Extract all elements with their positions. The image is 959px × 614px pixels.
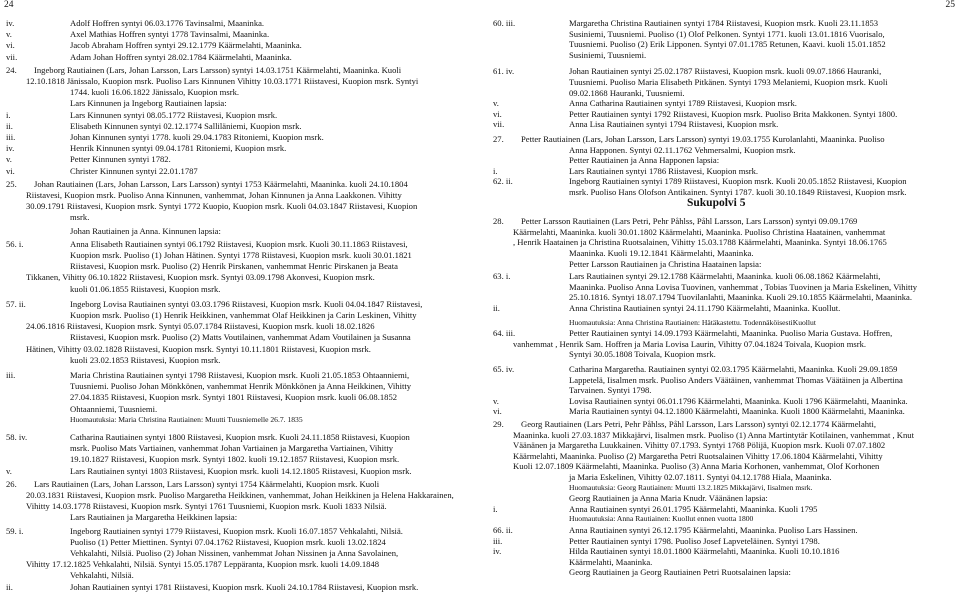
entry-number: vi. [6,165,15,176]
text-line: Puoliso (1) Petter Miettinen. Syntyi 07.04.1762 Riistavesi, Kuopion msrk. kuoli 13.02.1824 [70,536,386,547]
entry-number: ii. [493,303,500,313]
text-line: Lars Rautiainen syntyi 1803 Riistavesi, Kuopion msrk. kuoli 14.12.1805 Riistavesi, Kuopion msrk. [70,465,412,476]
page-number: 25 [945,0,955,10]
text-line: Käärmelahti, Maaninka. [569,556,653,567]
text-line: Margaretha Christina Rautiainen syntyi 1784 Riistavesi, Kuopion msrk. Kuoli 23.11.1853 [569,18,879,28]
text-line: kuoli 01.06.1855 Riistavesi, Kuopion msrk. [70,283,221,294]
text-line: Huomautuksia: Maria Christina Rautiainen: Muutti Tuusniemelle 26.7. 1835 [70,414,303,424]
text-line: Johan Rautiainen syntyi 25.02.1787 Riistavesi, Kuopion msrk. kuoli 09.07.1866 Hauranki, [569,66,882,77]
entry-number: v. [6,154,12,165]
text-line: Johan Rautiainen ja Anna. Kinnunen lapsia: [70,225,221,236]
text-line: Petter Rautiainen (Lars, Johan Larsson, Lars Larsson) syntyi 19.03.1755 Kurolanlahti, Maaninka. Puoliso [521,134,885,144]
text-line: Käärmelahti, Maaninka. Puoliso (2) Margaretha Petri Ruotsalainen Vihitty 17.06.1804 Käärmelahti, Vihitty [513,450,883,461]
text-line: 09.02.1868 Hauranki, Tuusniemi. [569,87,685,98]
entry-number: v. [6,465,12,476]
entry-number: iii. [493,535,503,546]
text-line: Hilda Rautiainen syntyi 18.01.1800 Käärmelahti, Maaninka. Kuoli 10.10.1816 [569,546,840,557]
text-line: Vihitty 17.12.1825 Vehkalahti, Nilsiä. Syntyi 15.05.1787 Leppäranta, Kuopion msrk. kuoli 14.09.1848 [26,559,380,570]
text-line: Vehkalahti, Nilsiä. Puoliso (2) Johan Nissinen, vanhemmat Johan Nissinen ja Anna Savolainen, [70,548,399,558]
text-line: Tarvainen. Syntyi 1798. [569,385,652,396]
text-line: Riistavesi, Kuopion msrk. Puoliso Anna Kinnunen, vanhemmat, Johan Kinnunen ja Anna Laakkonen. Vihitty [26,190,402,200]
entry-number: iv. [493,546,502,557]
text-line: Lars Rautiainen syntyi 29.12.1788 Käärmelahti, Maaninka. kuoli 06.08.1862 Käärmelahti, [569,271,881,282]
entry-number: i. [6,109,11,120]
text-line: Riistavesi, Kuopion msrk. Puoliso (2) Matts Voutilainen, vanhemmat Adam Voutilainen ja Susanna [70,332,411,343]
entry-number: iii. [6,370,16,380]
text-line: Tuusniemi. Puoliso Maria Elisabeth Pitkänen. Syntyi 1793 Melaniemi, Kuopion msrk. Kuoli [569,77,888,87]
entry-number: 63. i. [493,271,511,282]
entry-number: vi. [493,108,502,119]
entry-number: 66. ii. [493,525,513,535]
text-line: Henrik Kinnunen syntyi 09.04.1781 Ritoniemi, Kuopion msrk. [70,143,287,154]
entry-number: v. [493,98,499,109]
text-line: 1744. kuoli 16.06.1822 Jänissalo, Kuopion msrk. [70,87,240,98]
entry-number: 25. [6,178,17,189]
text-line: 25.10.1816. Syntyi 18.07.1794 Tuovilanlahti, Maaninka. Kuoli 29.10.1855 Käärmelahti, Maaninka. [569,292,913,303]
text-line: Anna Rautiainen syntyi 26.01.1795 Käärmelahti, Maaninka. Kuoli 1795 [569,503,818,514]
text-line: Maria Rautiainen syntyi 04.12.1800 Käärmelahti, Maaninka. Kuoli 1800 Käärmelahti, Maaninka. [569,406,905,417]
text-line: Lars Rautiainen (Lars, Johan Larsson, Lars Larsson) syntyi 1754 Käärmelahti, Kuopion msrk. Kuoli [34,478,380,489]
entry-number: 29. [493,419,504,429]
text-line: Petter Larsson Rautiainen (Lars Petri, Pehr Påhlss, Påhl Larsson, Lars Larsson) syntyi 09.09.1769 [521,216,858,227]
right-page [487,0,959,614]
text-line: , Henrik Haatainen ja Christina Ruotsalainen, Vihitty 15.03.1788 Käärmelahti, Maaninka. Syntyi 18.06.1765 [513,237,887,248]
entry-number: v. [493,395,499,406]
text-line: Petter Rautiainen syntyi 1792 Riistavesi, Kuopion msrk. Puoliso Brita Makkonen. Syntyi 1800. [569,108,898,119]
text-line: Huomautuksia: Georg Rautiainen: Muutti 13.2.1825 Mikkajärvi, Iisalmen msrk. [569,482,813,492]
entry-number: 60. iii. [493,18,516,28]
entry-number: 62. ii. [493,176,513,187]
entry-number: 57. ii. [6,298,26,309]
entry-number: i. [493,503,498,514]
text-line: Lovisa Rautiainen syntyi 06.01.1796 Käärmelahti, Maaninka. Kuoli 1796 Käärmelahti, Maaninka. [569,395,908,406]
text-line: Anna Christina Rautiainen syntyi 24.11.1790 Käärmelahti, Maaninka. Kuollut. [569,303,841,313]
text-line: Anna Lisa Rautiainen syntyi 1794 Riistavesi, Kuopion msrk. [569,119,779,130]
text-line: Käärmelahti, Maaninka. kuoli 30.01.1802 Käärmelahti, Maaninka. Puoliso Christina Haatainen, vanhemmat [513,226,886,237]
entry-number: 59. i. [6,525,24,536]
text-line: Georg Rautiainen ja Anna Maria Knudr. Väänänen lapsia: [569,493,768,504]
text-line: Tikkanen, Vihitty 06.10.1822 Riistavesi, Kuopion msrk. Syntyi 03.09.1798 Akonvesi, Kuopion msrk. [26,272,375,283]
text-line: ja Maria Eskelinen, Vihitty 02.07.1811. Syntyi 04.12.1788 Hiala, Maaninka. [569,472,832,482]
text-line: Petter Rautiainen syntyi 14.09.1793 Käärmelahti, Maaninka. Puoliso Maria Gustava. Hoffren, [569,328,893,339]
entry-number: 24. [6,64,17,75]
text-line: 12.10.1818 Jänissalo, Kuopion msrk. Puoliso Lars Kinnunen Vihitty 10.03.1771 Riistavesi, Kuopion msrk. Syntyi [26,76,419,86]
entry-number: vi. [493,406,502,417]
text-line: Anna Happonen. Syntyi 02.11.1762 Vehmersalmi, Kuopion msrk. [569,144,796,155]
entry-number: ii. [6,120,13,131]
text-line: Ohtaanniemi, Tuusniemi. [70,403,158,414]
entry-number: 28. [493,216,504,227]
text-line: Ingeborg Lovisa Rautiainen syntyi 03.03.1796 Riistavesi, Kuopion msrk. Kuoli 04.04.1847 Riistavesi, [70,298,423,309]
text-line: Anna Catharina Rautiainen syntyi 1789 Riistavesi, Kuopion msrk. [569,98,797,109]
text-line: Anna Elisabeth Rautiainen syntyi 06.1792 Riistavesi, Kuopion msrk. Kuoli 30.11.1863 Riistavesi, [70,238,408,249]
text-line: Catharina Rautiainen syntyi 1800 Riistavesi, Kuopion msrk. Kuoli 24.11.1858 Riistavesi, Kuopion [70,432,410,442]
text-line: Lars Kinnunen syntyi 08.05.1772 Riistavesi, Kuopion msrk. [70,109,278,120]
text-line: Johan Rautiainen syntyi 1781 Riistavesi, Kuopion msrk. Kuoli 24.10.1784 Riistavesi, Kuopion msrk. [70,581,419,592]
text-line: Petter Kinnunen syntyi 1782. [70,154,171,165]
text-line: Lars Kinnunen ja Ingeborg Rautiainen lapsia: [70,98,227,109]
generation-heading: Sukupolvi 5 [687,196,746,209]
text-line: Adam Johan Hoffren syntyi 28.02.1784 Käärmelahti, Maaninka. [70,51,292,62]
entry-number: 61. iv. [493,66,515,77]
text-line: Susiniemi, Tuusniemi. [569,49,647,60]
text-line: Petter Larsson Rautiainen ja Christina Haatainen lapsia: [569,258,762,269]
text-line: Ingeborg Rautiainen (Lars, Johan Larsson, Lars Larsson) syntyi 14.03.1751 Käärmelahti, Maaninka. Kuoli [34,64,402,75]
text-line: Huomautuksia: Anna Rautiainen: Kuollut ennen vuotta 1800 [569,514,754,524]
text-line: Petter Rautiainen syntyi 1798. Puoliso Josef Lapveteläinen. Syntyi 1798. [569,535,820,546]
text-line: Hätinen, Vihitty 03.02.1828 Riistavesi, Kuopion msrk. Syntyi 10.11.1801 Riistavesi, Kuopion msrk. [26,343,371,354]
text-line: Ingeborg Rautiainen syntyi 1789 Riistavesi, Kuopion msrk. Kuoli 20.05.1852 Riistavesi, Kuopion [569,176,907,187]
text-line: Ingeborg Rautiainen syntyi 1779 Riistavesi, Kuopion msrk. Kuoli 16.07.1857 Vehkalahti, Nilsiä. [70,525,403,536]
text-line: Lappetelä, Iisalmen msrk. Puoliso Anders Väätäinen, vanhemmat Thomas Väätäinen ja Albertina [569,374,903,385]
text-line: msrk. Puoliso Mats Vartiainen, vanhemmat Johan Vartiainen ja Margaretha Vartiainen, Vihitty [70,443,394,454]
text-line: Christer Kinnunen syntyi 22.01.1787 [70,165,198,176]
entry-number: 27. [493,134,504,144]
left-page [0,0,470,614]
text-line: Georg Rautiainen ja Georg Rautiainen Petri Ruotsalainen lapsia: [569,567,791,578]
entry-number: i. [493,165,498,176]
text-line: Maria Christina Rautiainen syntyi 1798 Riistavesi, Kuopion msrk. Kuoli 21.05.1853 Ohtaanniemi, [70,370,410,380]
text-line: Syntyi 30.05.1808 Toivala, Kuopion msrk. [569,349,716,360]
text-line: Johan Kinnunen syntyi 1778. kuoli 29.04.1783 Ritoniemi, Kuopion msrk. [70,132,324,142]
text-line: Axel Mathias Hoffren syntyi 1778 Tavinsalmi, Maaninka. [70,29,270,40]
text-line: Maaninka. Puoliso Anna Lovisa Tuovinen, vanhemmat , Tobias Tuovinen ja Maria Eskelinen, Vihitty [569,281,918,292]
text-line: Anna Rautiainen syntyi 26.12.1795 Käärmelahti, Maaninka. Puoliso Lars Hassinen. [569,525,858,535]
text-line: Maaninka. kuoli 27.03.1837 Mikkajärvi, Iisalmen msrk. Puoliso (1) Anna Martintytär Kotilainen, vanhemmat , Knut [513,429,914,440]
text-line: Adolf Hoffren syntyi 06.03.1776 Tavinsalmi, Maaninka. [70,18,265,28]
entry-number: vii. [493,119,505,130]
entry-number: 64. iii. [493,328,516,339]
text-line: Vihitty 14.03.1778 Riistavesi, Kuopion msrk. Syntyi 1761 Tuusniemi, Kuopion msrk. Kuoli 1833 Nilsiä. [26,501,387,512]
text-line: Catharina Margaretha. Rautiainen syntyi 02.03.1795 Käärmelahti, Maaninka. Kuoli 29.09.1859 [569,364,898,374]
text-line: Johan Rautiainen (Lars, Johan Larsson, Lars Larsson) syntyi 1753 Käärmelahti, Maaninka. kuoli 24.10.1804 [34,178,408,189]
text-line: Georg Rautiainen (Lars Petri, Pehr Påhlss, Påhl Larsson, Lars Larsson) syntyi 02.12.1774 Käärmelahti, [521,419,876,429]
text-line: Elisabeth Kinnunen syntyi 02.12.1774 Salliläniemi, Kuopion msrk. [70,120,302,131]
text-line: 27.04.1835 Riistavesi, Kuopion msrk. Syntyi 1801 Riistavesi, Kuopion msrk. kuoli 06.08.1852 [70,392,398,403]
entry-number: v. [6,29,12,40]
text-line: Kuoli 12.07.1809 Käärmelahti, Maaninka. Puoliso (3) Anna Maria Korhonen, vanhemmat, Olof Korhonen [513,461,880,472]
text-line: Kuopion msrk. Puoliso (1) Johan Hätinen. Syntyi 1778 Riistavesi, Kuopion msrk. kuoli 30.01.1821 [70,250,412,260]
entry-number: iv. [6,143,15,154]
text-line: Riistavesi, Kuopion msrk. Puoliso (2) Henrik Pirskanen, vanhemmat Henric Pirskanen ja Beata [70,261,398,272]
text-line: Kuopion msrk. Puoliso (1) Henrik Heikkinen, vanhemmat Olaf Heikkinen ja Carin Leskinen, Vihitty [70,310,417,320]
text-line: Maaninka. Kuoli 19.12.1841 Käärmelahti, Maaninka. [569,248,754,258]
page-number: 24 [4,0,14,10]
text-line: msrk. Puoliso Hans Olofson Antikainen. Syntyi 1787. kuoli 30.10.1849 Riistavesi, Kuopion msrk. [569,187,907,197]
entry-number: 58. iv. [6,432,28,442]
entry-number: iv. [6,18,15,28]
text-line: Lars Rautiainen ja Margaretha Heikkinen lapsia: [70,512,238,523]
text-line: Huomautuksia: Anna Christina Rautiainen: Hätäkastettu. TodennäköisestiKuollut [569,317,816,327]
text-line: 24.06.1816 Riistavesi, Kuopion msrk. Syntyi 05.07.1784 Riistavesi, Kuopion msrk. kuoli 18.02.1826 [26,321,375,332]
text-line: kuoli 23.02.1853 Riistavesi, Kuopion msrk. [70,354,221,365]
text-line: 30.09.1791 Riistavesi, Kuopion msrk. Syntyi 1772 Kuopio, Kuopion msrk. Kuoli 04.03.1847 Riistavesi, Kuopion [26,201,418,212]
text-line: Lars Rautiainen syntyi 1786 Riistavesi, Kuopion msrk. [569,165,759,176]
entry-number: ii. [6,581,13,592]
entry-number: 56. i. [6,238,24,249]
entry-number: vii. [6,51,18,62]
text-line: Väänänen ja Margaretha Luukkainen. Vihitty 07.1793. Syntyi 1768 Pölijä, Kuopion msrk. Kuoli 07.07.1802 [513,440,886,451]
text-line: vanhemmat , Henrik Sam. Hoffren ja Maria Lovisa Laurin, Vihitty 07.04.1824 Toivala, Kuopion msrk. [513,338,867,349]
text-line: Tuusniemi. Puoliso Johan Mönkkönen, vanhemmat Henrik Mönkkönen ja Anna Heikkinen, Vihitty [70,381,412,392]
text-line: 19.10.1827 Riistavesi, Kuopion msrk. Syntyi 1802. kuoli 19.12.1857 Riistavesi, Kuopion msrk. [70,454,400,465]
entry-number: 26. [6,478,17,489]
text-line: Vehkalahti, Nilsiä. [70,570,134,581]
text-line: Jacob Abraham Hoffren syntyi 29.12.1779 Käärmelahti, Maaninka. [70,40,302,51]
entry-number: 65. iv. [493,364,515,374]
entry-number: iii. [6,132,16,142]
text-line: 20.03.1831 Riistavesi, Kuopion msrk. Puoliso Margaretha Heikkinen, vanhemmat, Johan Heikkinen ja Helena Hakkarainen, [26,490,454,500]
text-line: Susiniemi, Tuusniemi. Puoliso (1) Olof Pelkonen. Syntyi 1771. kuoli 13.01.1816 Vuorisalo, [569,28,885,39]
entry-number: vi. [6,40,15,51]
text-line: Tuusniemi. Puoliso (2) Erik Lipponen. Syntyi 07.01.1785 Retunen, Kaavi. kuoli 15.01.1852 [569,39,886,50]
text-line: Petter Rautiainen ja Anna Happonen lapsia: [569,155,720,166]
text-line: msrk. [70,212,90,223]
